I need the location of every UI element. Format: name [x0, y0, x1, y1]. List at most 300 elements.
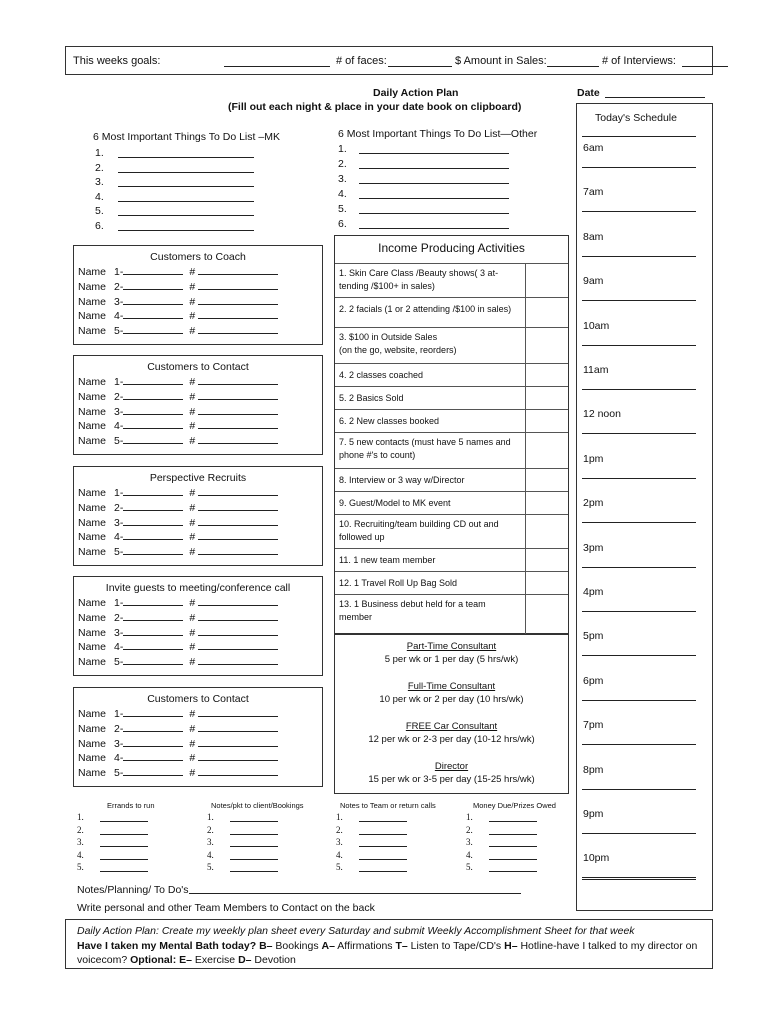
phone-field[interactable]	[198, 531, 278, 540]
ipa-checkbox-cell[interactable]	[525, 515, 526, 548]
small-list-field[interactable]	[489, 821, 537, 822]
small-list-number: 2.	[336, 824, 343, 835]
small-list-title: Money Due/Prizes Owed	[473, 801, 556, 810]
name-row	[78, 391, 278, 403]
ipa-checkbox-cell[interactable]	[525, 549, 526, 571]
ipa-row	[335, 327, 568, 363]
small-list-title: Notes/pkt to client/Bookings	[211, 801, 304, 810]
phone-field[interactable]	[198, 391, 278, 400]
name-field[interactable]	[123, 708, 183, 717]
phone-field[interactable]	[198, 406, 278, 415]
name-field[interactable]	[123, 517, 183, 526]
schedule-time: 6pm	[583, 674, 604, 687]
letter-d: D–	[238, 954, 252, 966]
schedule-time: 8pm	[583, 763, 604, 776]
faces-label: # of faces:	[336, 55, 387, 67]
ipa-row-text	[339, 598, 486, 624]
name-field[interactable]	[123, 420, 183, 429]
small-list-field[interactable]	[100, 859, 148, 860]
todo-other-number: 5.	[338, 203, 347, 215]
notes-planning-field[interactable]	[189, 893, 521, 894]
name-row	[78, 708, 278, 720]
todo-other-field[interactable]	[359, 168, 509, 169]
phone-field[interactable]	[198, 641, 278, 650]
small-list-number: 2.	[207, 824, 214, 835]
todo-mk-field[interactable]	[118, 157, 254, 158]
name-row	[78, 406, 278, 418]
name-row	[78, 531, 278, 543]
hash-label: #	[189, 722, 196, 735]
schedule-time: 12 noon	[583, 408, 621, 421]
phone-field[interactable]	[198, 627, 278, 636]
name-row	[78, 296, 278, 308]
phone-field[interactable]	[198, 767, 278, 776]
small-list-field[interactable]	[230, 871, 278, 872]
small-list-field[interactable]	[100, 821, 148, 822]
name-field[interactable]	[123, 641, 183, 650]
todo-mk-field[interactable]	[118, 201, 254, 202]
ipa-row-line1: 10. Recruiting/team building CD out and	[339, 519, 499, 529]
name-row	[78, 612, 278, 624]
small-list-number: 5.	[207, 862, 214, 872]
name-label: Name	[78, 295, 107, 308]
consultant-level-desc: 10 per wk or 2 per day (10 hrs/wk)	[379, 694, 524, 705]
phone-field[interactable]	[198, 281, 278, 290]
schedule-line[interactable]	[582, 789, 696, 790]
ipa-row-text	[339, 369, 423, 382]
small-list-field[interactable]	[359, 821, 407, 822]
name-row	[78, 546, 278, 558]
schedule-time: 9pm	[583, 808, 604, 820]
name-row	[78, 376, 278, 388]
letter-b: B–	[259, 940, 273, 952]
name-field[interactable]	[123, 376, 183, 385]
schedule-time: 3pm	[583, 541, 604, 554]
name-field[interactable]	[123, 406, 183, 415]
ipa-row-text	[339, 474, 465, 487]
small-list-field[interactable]	[230, 821, 278, 822]
schedule-line[interactable]	[582, 256, 696, 257]
todo-mk-number: 3.	[95, 176, 104, 189]
name-number: 3-	[114, 516, 124, 529]
schedule-line[interactable]	[582, 389, 696, 390]
phone-field[interactable]	[198, 296, 278, 305]
ipa-checkbox-cell[interactable]	[525, 264, 526, 297]
phone-field[interactable]	[198, 612, 278, 621]
ipa-checkbox-cell[interactable]	[525, 469, 526, 491]
schedule-line[interactable]	[582, 744, 696, 745]
schedule-line[interactable]	[582, 136, 696, 137]
name-field[interactable]	[123, 325, 183, 334]
name-field[interactable]	[123, 767, 183, 776]
hash-label: #	[189, 611, 196, 624]
ipa-row-text	[339, 415, 439, 428]
phone-field[interactable]	[198, 376, 278, 385]
small-list-number: 1.	[466, 812, 473, 822]
small-list-field[interactable]	[359, 834, 407, 835]
schedule-line[interactable]	[582, 300, 696, 301]
schedule-line[interactable]	[582, 478, 696, 479]
small-list-number: 4.	[77, 849, 84, 860]
ipa-checkbox-cell[interactable]	[525, 492, 526, 514]
hash-label: #	[189, 295, 196, 308]
contact-section-title: Customers to Contact	[147, 693, 249, 705]
ipa-row-text	[339, 436, 511, 462]
contact-section-title: Customers to Contact	[147, 361, 249, 373]
name-number: 2-	[114, 390, 124, 403]
name-row	[78, 435, 278, 447]
hash-label: #	[189, 708, 196, 720]
phone-field[interactable]	[198, 723, 278, 732]
name-row	[78, 627, 278, 639]
footer-optional	[77, 953, 296, 967]
name-label: Name	[78, 487, 107, 499]
name-field[interactable]	[123, 656, 183, 665]
hash-label: #	[189, 280, 196, 293]
ipa-row	[335, 409, 568, 432]
schedule-line[interactable]	[582, 522, 696, 523]
name-field[interactable]	[123, 487, 183, 496]
phone-field[interactable]	[198, 656, 278, 665]
name-label: Name	[78, 405, 107, 418]
footer-box	[65, 919, 713, 969]
todo-mk-number: 6.	[95, 220, 104, 232]
mental-bath-question: Have I taken my Mental Bath today?	[77, 940, 257, 952]
name-number: 1-	[114, 487, 124, 499]
name-number: 5-	[114, 325, 124, 338]
name-number: 4-	[114, 752, 124, 765]
contact-section	[73, 466, 323, 566]
phone-field[interactable]	[198, 597, 278, 606]
name-label: Name	[78, 390, 107, 403]
ipa-checkbox-cell[interactable]	[525, 595, 526, 634]
name-row	[78, 723, 278, 735]
schedule-time: 10pm	[583, 852, 610, 865]
optional-label: Optional:	[130, 954, 177, 966]
interviews-field[interactable]	[682, 66, 728, 67]
contact-section-title: Customers to Coach	[150, 251, 246, 263]
name-field[interactable]	[123, 266, 183, 275]
name-row	[78, 266, 278, 278]
ipa-checkbox-cell[interactable]	[525, 433, 526, 468]
ipa-row-text	[339, 497, 451, 510]
todo-other-number: 3.	[338, 173, 347, 185]
todo-other-field[interactable]	[359, 153, 509, 154]
hash-label: #	[189, 501, 196, 514]
page-title: Daily Action Plan	[373, 87, 459, 99]
small-list-field[interactable]	[230, 846, 278, 847]
small-list-field[interactable]	[100, 846, 148, 847]
ipa-row	[335, 548, 568, 571]
ipa-checkbox-cell[interactable]	[525, 298, 526, 327]
small-list-number: 4.	[466, 849, 473, 860]
todo-mk-field[interactable]	[118, 172, 254, 173]
schedule-time: 10am	[583, 319, 610, 332]
schedule-time: 2pm	[583, 497, 604, 510]
name-number: 3-	[114, 295, 124, 308]
hash-label: #	[189, 376, 196, 388]
small-list-number: 3.	[466, 837, 473, 847]
name-number: 4-	[114, 420, 124, 433]
hash-label: #	[189, 656, 196, 669]
todo-mk-number: 1.	[95, 147, 104, 159]
hash-label: #	[189, 325, 196, 338]
ipa-row-text	[339, 392, 404, 405]
name-number: 2-	[114, 611, 124, 624]
hotline-text: Hotline-have I talked to my director on	[517, 940, 698, 952]
schedule-time: 7pm	[583, 719, 604, 732]
hash-label: #	[189, 420, 196, 433]
todo-other-title: 6 Most Important Things To Do List—Other	[338, 128, 538, 140]
date-field[interactable]	[605, 97, 705, 98]
footer-mental-bath	[77, 939, 697, 953]
consultant-level-title: FREE Car Consultant	[405, 721, 498, 732]
name-field[interactable]	[123, 612, 183, 621]
ipa-checkbox-cell[interactable]	[525, 572, 526, 594]
todo-mk-field[interactable]	[118, 186, 254, 187]
schedule-title: Today's Schedule	[595, 112, 677, 124]
name-label: Name	[78, 376, 107, 388]
ipa-checkbox-cell[interactable]	[525, 328, 526, 363]
todo-mk-field[interactable]	[118, 230, 254, 231]
goals-bar	[65, 46, 713, 75]
name-field[interactable]	[123, 281, 183, 290]
notes-personal: Write personal and other Team Members to Contact on the back	[77, 902, 375, 914]
ipa-row-line1: 11. 1 new team member	[339, 555, 436, 565]
small-list-number: 2.	[77, 824, 84, 835]
goals-field[interactable]	[224, 66, 330, 67]
todays-schedule	[576, 103, 713, 911]
schedule-line[interactable]	[582, 655, 696, 656]
name-field[interactable]	[123, 597, 183, 606]
hash-label: #	[189, 752, 196, 765]
ipa-row-text	[339, 331, 457, 357]
page-subtitle: (Fill out each night & place in your date book on clipboard)	[228, 101, 522, 113]
ipa-row-line1: 3. $100 in Outside Sales	[339, 332, 438, 342]
phone-field[interactable]	[198, 738, 278, 747]
name-field[interactable]	[123, 310, 183, 319]
small-list-field[interactable]	[359, 871, 407, 872]
ipa-checkbox-cell[interactable]	[525, 410, 526, 432]
ipa-row	[335, 468, 568, 491]
todo-other-field[interactable]	[359, 228, 509, 229]
tape-text: Listen to Tape/CD's	[407, 940, 505, 952]
name-field[interactable]	[123, 391, 183, 400]
phone-field[interactable]	[198, 708, 278, 717]
letter-h: H–	[504, 940, 518, 952]
hash-label: #	[189, 435, 196, 448]
schedule-line[interactable]	[582, 433, 696, 434]
small-list-field[interactable]	[230, 859, 278, 860]
todo-mk-number: 5.	[95, 205, 104, 218]
schedule-line[interactable]	[582, 611, 696, 612]
ipa-row-line1: 7. 5 new contacts (must have 5 names and	[339, 437, 511, 447]
ipa-row-text	[339, 554, 435, 567]
ipa-row	[335, 386, 568, 409]
name-label: Name	[78, 501, 107, 514]
schedule-line[interactable]	[582, 345, 696, 346]
faces-field[interactable]	[388, 66, 452, 67]
letter-e: E–	[176, 954, 192, 966]
schedule-line[interactable]	[582, 211, 696, 212]
schedule-line[interactable]	[582, 700, 696, 701]
schedule-line[interactable]	[582, 879, 696, 880]
hash-label: #	[189, 516, 196, 529]
todo-other-field[interactable]	[359, 198, 509, 199]
todo-mk-field[interactable]	[118, 215, 254, 216]
phone-field[interactable]	[198, 420, 278, 429]
ipa-row	[335, 491, 568, 514]
goals-label: This weeks goals:	[73, 55, 161, 67]
name-field[interactable]	[123, 531, 183, 540]
small-list-number: 4.	[336, 849, 343, 860]
schedule-time: 4pm	[583, 586, 604, 598]
small-list-field[interactable]	[489, 871, 537, 872]
small-list-field[interactable]	[359, 846, 407, 847]
hash-label: #	[189, 405, 196, 418]
small-list-field[interactable]	[359, 859, 407, 860]
consultant-level-title: Part-Time Consultant	[406, 641, 497, 652]
small-list-number: 1.	[207, 812, 214, 822]
name-label: Name	[78, 737, 107, 750]
todo-other-field[interactable]	[359, 183, 509, 184]
ipa-row-line2: tending /$100+ in sales)	[339, 281, 435, 291]
affirmations-text: Affirmations	[334, 940, 396, 952]
phone-field[interactable]	[198, 266, 278, 275]
name-field[interactable]	[123, 546, 183, 555]
name-field[interactable]	[123, 723, 183, 732]
contact-section	[73, 355, 323, 455]
name-number: 3-	[114, 737, 124, 750]
ipa-row-line1: 13. 1 Business debut held for a team	[339, 599, 486, 609]
ipa-row-text	[339, 267, 498, 293]
small-list-number: 5.	[77, 862, 84, 872]
name-number: 2-	[114, 501, 124, 514]
name-field[interactable]	[123, 296, 183, 305]
phone-field[interactable]	[198, 310, 278, 319]
schedule-time: 5pm	[583, 630, 604, 643]
ipa-row	[335, 263, 568, 297]
consultant-level-desc: 5 per wk or 1 per day (5 hrs/wk)	[384, 654, 519, 665]
ipa-row-line2: followed up	[339, 532, 385, 542]
phone-field[interactable]	[198, 752, 278, 761]
name-number: 3-	[114, 626, 124, 639]
schedule-line[interactable]	[582, 567, 696, 568]
name-number: 1-	[114, 266, 124, 278]
ipa-row	[335, 363, 568, 386]
name-field[interactable]	[123, 627, 183, 636]
contact-section	[73, 576, 323, 676]
name-number: 1-	[114, 597, 124, 609]
name-number: 4-	[114, 310, 124, 323]
interviews-label: # of Interviews:	[602, 55, 676, 67]
small-list-number: 3.	[77, 837, 84, 847]
todo-mk-title: 6 Most Important Things To Do List –MK	[93, 131, 280, 143]
name-label: Name	[78, 656, 107, 669]
ipa-title: Income Producing Activities	[378, 241, 525, 255]
hash-label: #	[189, 531, 196, 544]
name-field[interactable]	[123, 502, 183, 511]
schedule-time: 1pm	[583, 452, 604, 465]
name-label: Name	[78, 626, 107, 639]
phone-field[interactable]	[198, 487, 278, 496]
ipa-row	[335, 594, 568, 634]
schedule-line[interactable]	[582, 167, 696, 168]
name-field[interactable]	[123, 752, 183, 761]
small-list-number: 5.	[336, 862, 343, 872]
hash-label: #	[189, 487, 196, 499]
phone-field[interactable]	[198, 502, 278, 511]
letter-a: A–	[321, 940, 335, 952]
small-list-field[interactable]	[230, 834, 278, 835]
name-label: Name	[78, 280, 107, 293]
todo-other-field[interactable]	[359, 213, 509, 214]
ipa-checkbox-cell[interactable]	[525, 387, 526, 409]
date-label: Date	[577, 87, 600, 99]
schedule-time: 9am	[583, 275, 604, 288]
hash-label: #	[189, 626, 196, 639]
ipa-row-line1: 6. 2 New classes booked	[339, 416, 440, 426]
name-field[interactable]	[123, 738, 183, 747]
consultant-level-desc: 15 per wk or 3-5 per day (15-25 hrs/wk)	[368, 774, 535, 785]
small-list-number: 3.	[207, 837, 214, 847]
name-field[interactable]	[123, 435, 183, 444]
name-label: Name	[78, 516, 107, 529]
hash-label: #	[189, 767, 196, 780]
small-list-field[interactable]	[489, 846, 537, 847]
name-number: 5-	[114, 656, 124, 669]
phone-field[interactable]	[198, 546, 278, 555]
name-row	[78, 767, 278, 779]
small-list-field[interactable]	[489, 859, 537, 860]
income-producing-activities	[334, 235, 569, 634]
ipa-row-line1: 12. 1 Travel Roll Up Bag Sold	[339, 578, 458, 588]
schedule-time: 7am	[583, 186, 604, 199]
small-list-field[interactable]	[489, 834, 537, 835]
ipa-row	[335, 297, 568, 327]
small-list-title: Errands to run	[107, 801, 155, 810]
notes-planning-label: Notes/Planning/ To Do's	[77, 884, 189, 896]
phone-field[interactable]	[198, 517, 278, 526]
hash-label: #	[189, 597, 196, 609]
ipa-row-text	[339, 577, 457, 590]
schedule-line[interactable]	[582, 833, 696, 834]
name-label: Name	[78, 767, 107, 780]
hash-label: #	[189, 310, 196, 323]
todo-other-number: 4.	[338, 188, 347, 200]
ipa-checkbox-cell[interactable]	[525, 364, 526, 386]
name-number: 1-	[114, 708, 124, 720]
name-row	[78, 752, 278, 764]
name-label: Name	[78, 546, 107, 559]
ipa-row-line1: 5. 2 Basics Sold	[339, 393, 404, 403]
small-list-field[interactable]	[100, 871, 148, 872]
hash-label: #	[189, 737, 196, 750]
todo-other-number: 1.	[338, 143, 347, 155]
sales-field[interactable]	[547, 66, 599, 67]
phone-field[interactable]	[198, 435, 278, 444]
name-row	[78, 597, 278, 609]
small-list-number: 1.	[77, 812, 84, 822]
name-row	[78, 656, 278, 668]
name-number: 4-	[114, 641, 124, 654]
ipa-row-line1: 4. 2 classes coached	[339, 370, 424, 380]
ipa-row-line1: 2. 2 facials (1 or 2 attending /$100 in sales)	[339, 304, 512, 314]
ipa-row-line2: phone #'s to count)	[339, 450, 416, 460]
name-number: 2-	[114, 722, 124, 735]
small-list-field[interactable]	[100, 834, 148, 835]
phone-field[interactable]	[198, 325, 278, 334]
